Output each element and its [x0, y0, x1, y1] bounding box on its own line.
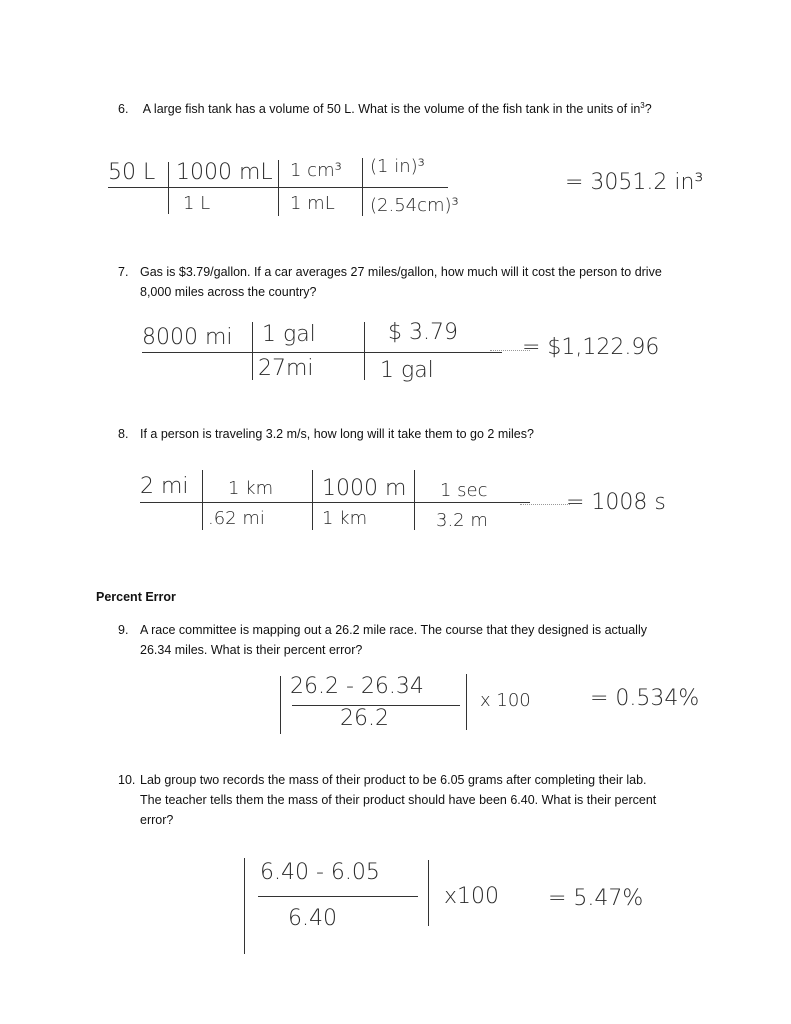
question-text: A race committee is mapping out a 26.2 mile race. The course that they designed is actually	[140, 623, 647, 637]
question-number: 8.	[118, 427, 129, 441]
q9-multiplier: x 100	[480, 690, 531, 711]
q10-numerator: 6.40 - 6.05	[260, 860, 380, 885]
abs-bar-left	[244, 858, 245, 954]
fraction-line	[108, 187, 448, 188]
q10-answer: = 5.47%	[548, 886, 644, 911]
question-9	[118, 620, 647, 660]
divider	[168, 162, 169, 214]
q7-factor3-top: $ 3.79	[388, 320, 458, 345]
q6-factor2-bottom: 1 L	[183, 193, 211, 214]
question-text-line2: 26.34 miles. What is their percent error?	[140, 643, 363, 657]
q7-factor1-top: 8000 mi	[142, 325, 233, 350]
question-number: 9.	[118, 623, 129, 637]
q8-answer: = 1008 s	[566, 490, 666, 515]
q7-answer: = $1,122.96	[522, 335, 660, 360]
q6-factor3-top: 1 cm³	[290, 160, 342, 181]
q6-factor3-bottom: 1 mL	[290, 193, 335, 214]
q8-factor4-bottom: 3.2 m	[436, 510, 488, 531]
question-number: 10.	[118, 773, 136, 787]
q8-factor2-top: 1 km	[228, 478, 274, 499]
fraction-line	[142, 352, 502, 353]
dotted-guide	[520, 504, 570, 505]
q7-factor2-bottom: 27mi	[258, 356, 314, 381]
question-text: If a person is traveling 3.2 m/s, how long will it take them to go 2 miles?	[140, 427, 534, 441]
q7-factor2-top: 1 gal	[262, 322, 316, 347]
q10-denominator: 6.40	[288, 906, 337, 931]
question-text-line2: 8,000 miles across the country?	[140, 285, 317, 299]
divider	[252, 322, 253, 380]
abs-bar-right	[428, 860, 429, 926]
question-10	[118, 770, 656, 830]
q8-factor4-top: 1 sec	[440, 480, 488, 501]
divider	[414, 470, 415, 530]
q6-factor4-top: (1 in)³	[370, 156, 425, 177]
question-number: 7.	[118, 265, 129, 279]
question-text: A large fish tank has a volume of 50 L. What is the volume of the fish tank in the units of in	[142, 102, 641, 117]
question-text-end: ?	[644, 102, 652, 117]
question-7	[118, 262, 662, 302]
divider	[312, 470, 313, 530]
question-text-superscript: 3	[640, 101, 645, 110]
question-text-line2: The teacher tells them the mass of their product should have been 6.40. What is their percent	[140, 793, 657, 807]
abs-bar-left	[280, 676, 281, 734]
q9-numerator: 26.2 - 26.34	[290, 674, 424, 699]
question-text: Lab group two records the mass of their product to be 6.05 grams after completing their lab.	[140, 773, 647, 787]
q6-factor2-top: 1000 mL	[176, 160, 273, 185]
fraction-line	[258, 896, 418, 897]
divider	[202, 470, 203, 530]
divider	[278, 160, 279, 216]
question-text: Gas is $3.79/gallon. If a car averages 27 miles/gallon, how much will it cost the person to drive	[140, 265, 662, 279]
q6-factor1-top: 50 L	[108, 160, 156, 185]
q8-factor3-top: 1000 m	[322, 476, 407, 501]
q10-multiplier: x100	[444, 884, 500, 909]
question-number: 6.	[118, 102, 129, 117]
q7-factor3-bottom: 1 gal	[380, 358, 434, 383]
q8-factor3-bottom: 1 km	[322, 508, 368, 529]
question-text-line3: error?	[140, 813, 174, 827]
q8-factor2-bottom: .62 mi	[208, 508, 265, 529]
q9-denominator: 26.2	[340, 706, 389, 731]
abs-bar-right	[466, 674, 467, 730]
divider	[364, 322, 365, 380]
question-6	[118, 96, 652, 119]
q8-factor1-top: 2 mi	[140, 474, 189, 499]
fraction-line	[140, 502, 530, 503]
q6-factor4-bottom: (2.54cm)³	[370, 195, 459, 216]
question-8	[118, 424, 534, 444]
section-heading: Percent Error	[96, 590, 176, 604]
q9-answer: = 0.534%	[590, 686, 700, 711]
q6-answer: = 3051.2 in³	[565, 170, 704, 195]
